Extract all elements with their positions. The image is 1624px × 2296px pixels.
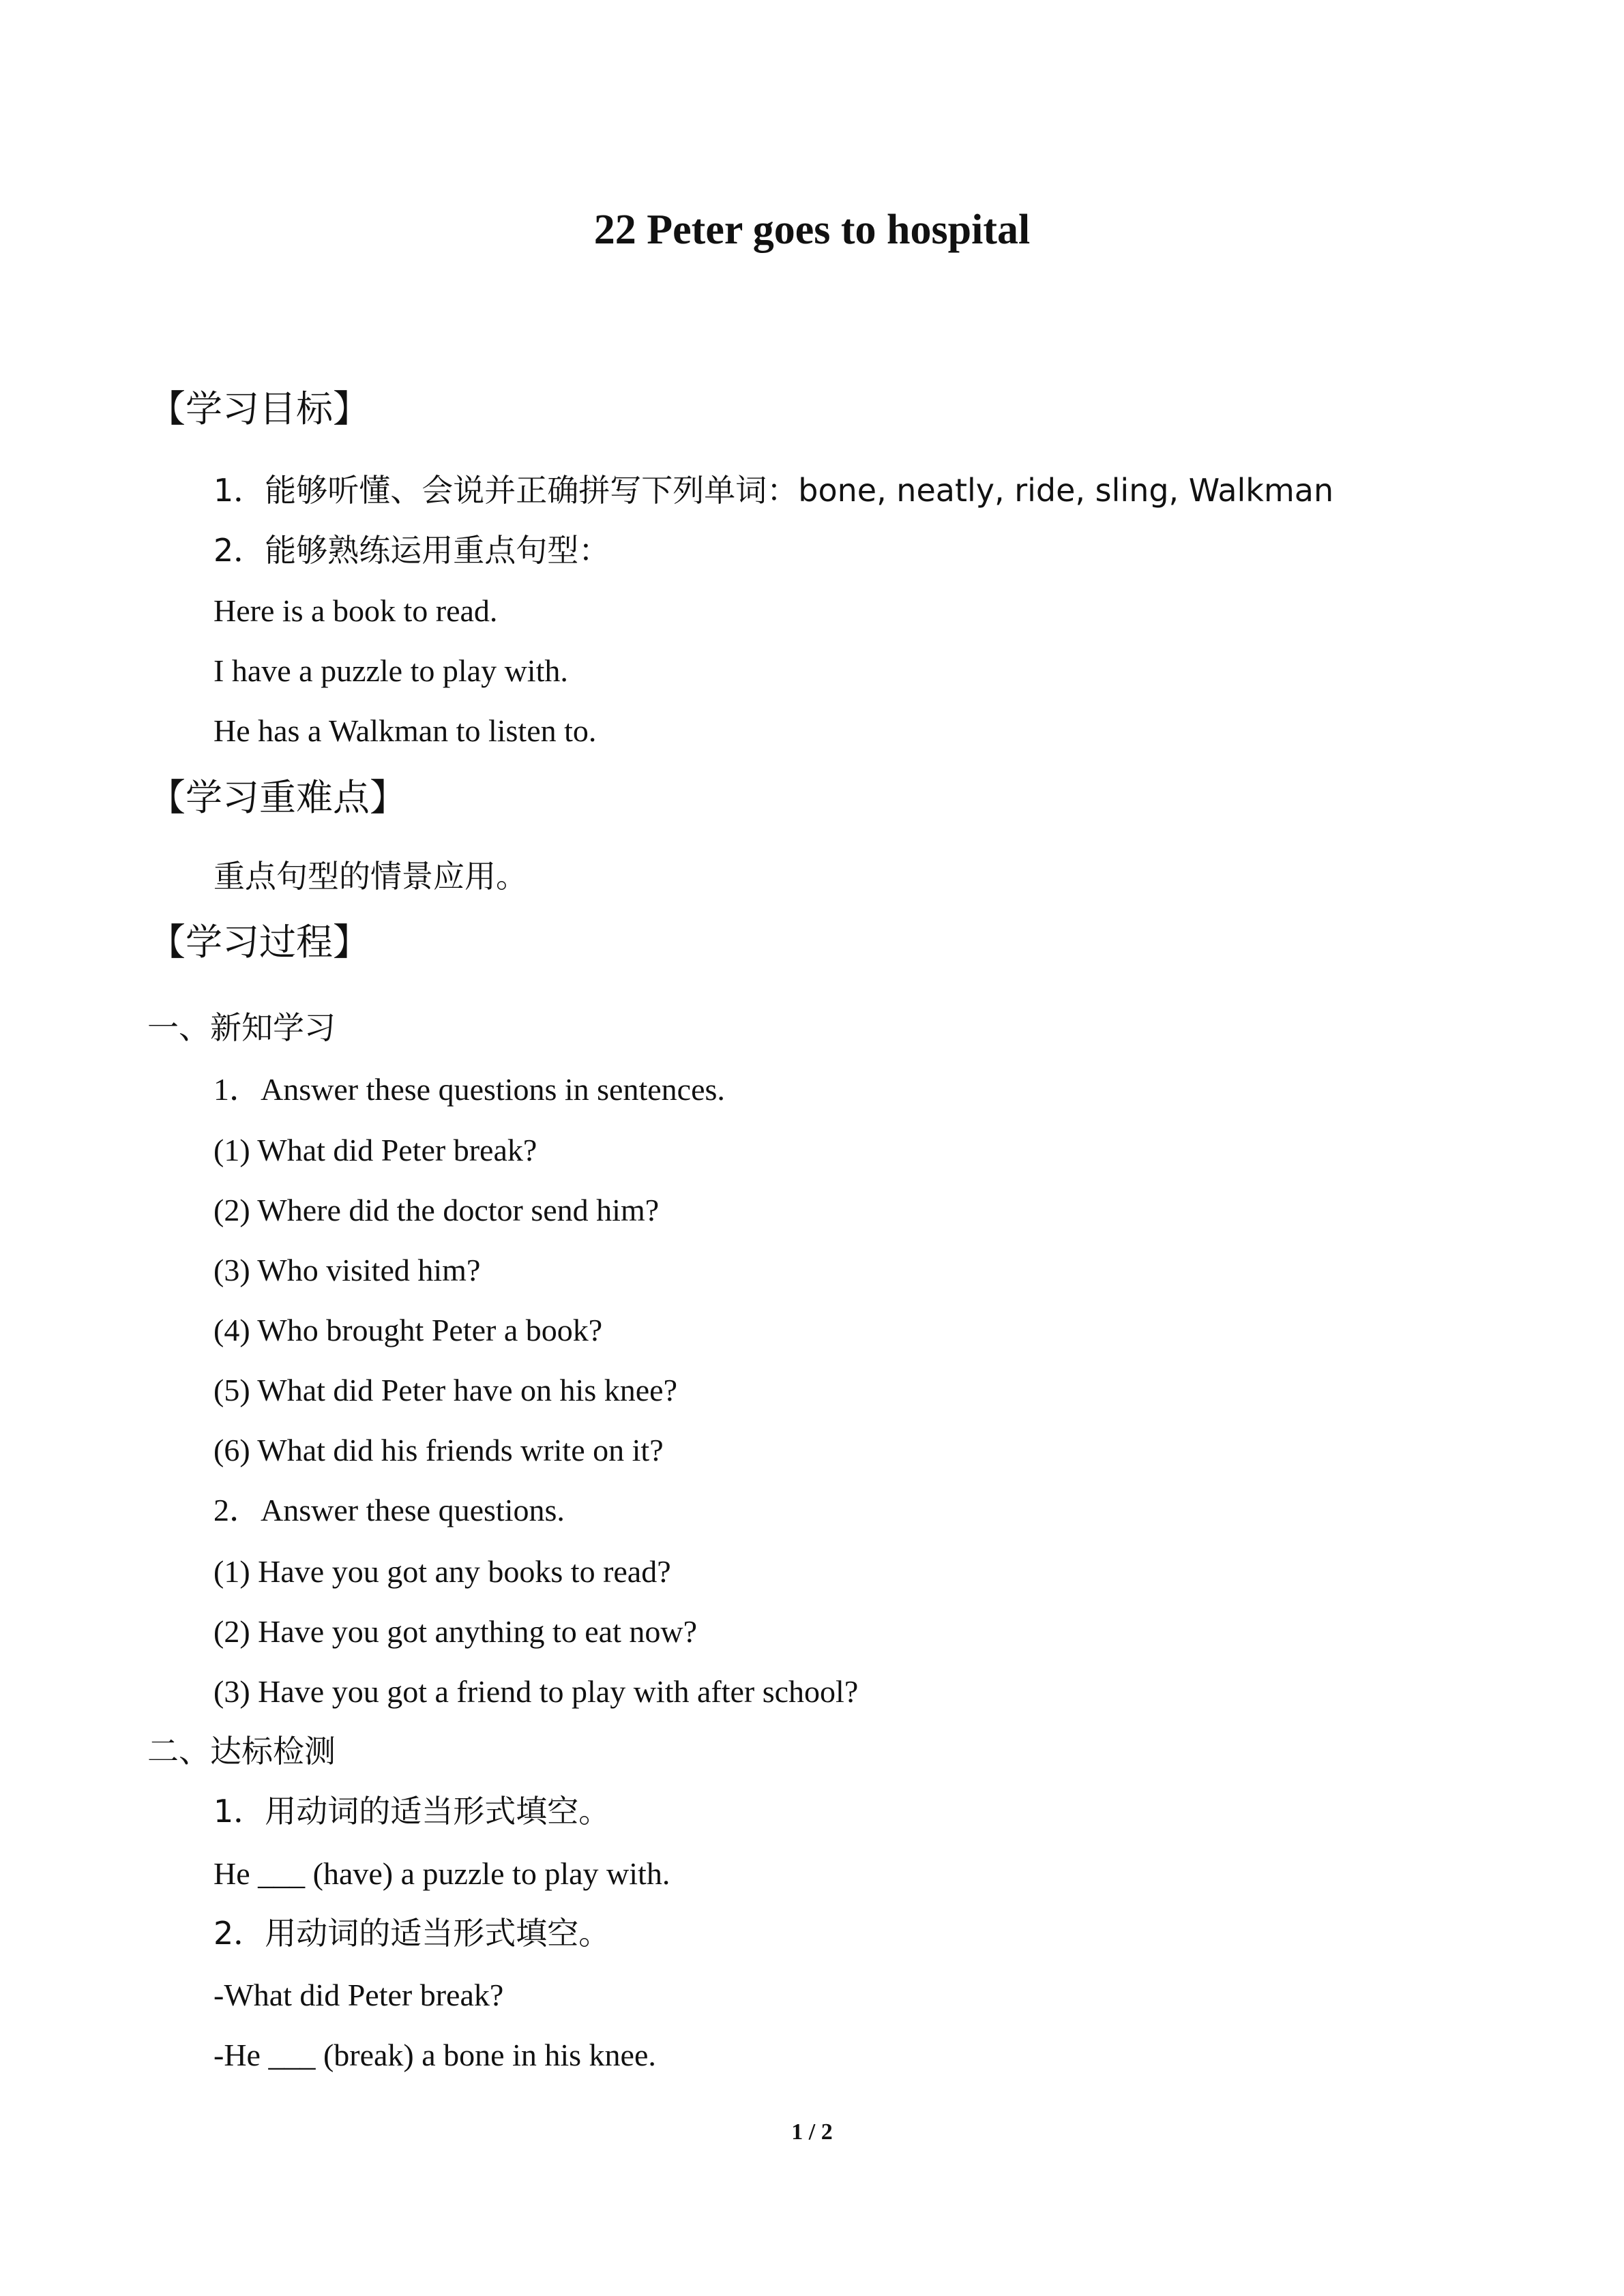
section-heading-key-points: 【学习重难点】 xyxy=(149,776,407,819)
part-label-assessment: 二、达标检测 xyxy=(147,1733,336,1770)
question-item: (1) Have you got any books to read? xyxy=(213,1554,671,1589)
question-1-title: 1．Answer these questions in sentences. xyxy=(213,1072,725,1107)
question-item: (6) What did his friends write on it? xyxy=(213,1433,664,1467)
key-sentence: I have a puzzle to play with. xyxy=(213,653,568,688)
question-item: (4) Who brought Peter a book? xyxy=(213,1313,603,1347)
exercise-1-text: He ___ (have) a puzzle to play with. xyxy=(213,1856,670,1891)
key-sentence: He has a Walkman to listen to. xyxy=(213,713,597,748)
section-heading-objectives: 【学习目标】 xyxy=(149,387,370,430)
page-number: 1 / 2 xyxy=(791,2119,833,2145)
section-heading-process: 【学习过程】 xyxy=(149,921,370,964)
question-item: (5) What did Peter have on his knee? xyxy=(213,1373,677,1407)
exercise-2-title: 2．用动词的适当形式填空。 xyxy=(213,1915,610,1952)
page-title: 22 Peter goes to hospital xyxy=(593,207,1031,253)
question-item: (2) Where did the doctor send him? xyxy=(213,1193,660,1227)
objective-item-1: 1．能够听懂、会说并正确拼写下列单词：bone, neatly, ride, sling, Walkman xyxy=(213,472,1334,509)
objective-item-2: 2．能够熟练运用重点句型： xyxy=(213,532,610,569)
exercise-2-line: -What did Peter break? xyxy=(213,1978,504,2012)
question-item: (2) Have you got anything to eat now? xyxy=(213,1614,697,1649)
key-points-text: 重点句型的情景应用。 xyxy=(213,858,527,895)
question-2-title: 2．Answer these questions. xyxy=(213,1493,565,1527)
exercise-2-line: -He ___ (break) a bone in his knee. xyxy=(213,2038,656,2072)
question-item: (3) Have you got a friend to play with after school? xyxy=(213,1674,859,1709)
key-sentence: Here is a book to read. xyxy=(213,593,498,628)
question-item: (3) Who visited him? xyxy=(213,1253,481,1287)
part-label-new-knowledge: 一、新知学习 xyxy=(147,1009,336,1046)
question-item: (1) What did Peter break? xyxy=(213,1133,537,1167)
exercise-1-title: 1．用动词的适当形式填空。 xyxy=(213,1793,610,1830)
